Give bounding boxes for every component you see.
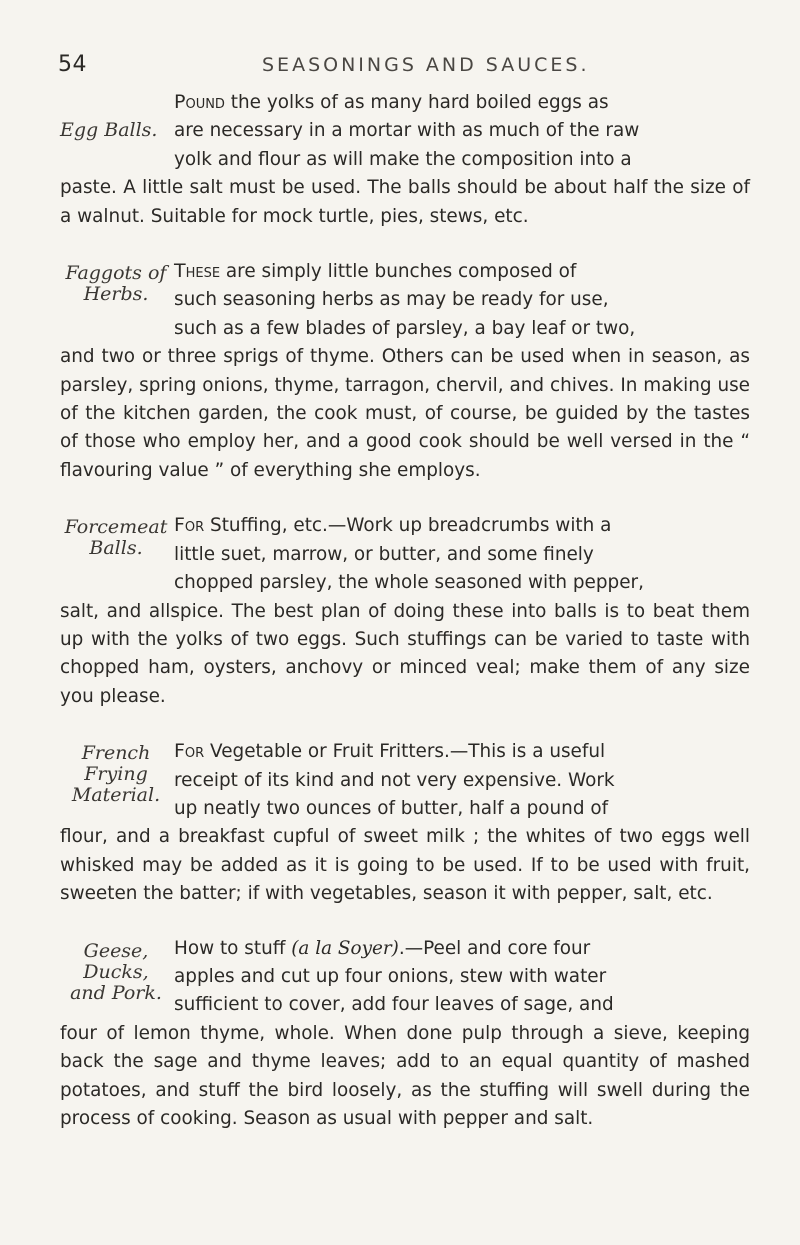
entry-faggots-of-herbs (60, 257, 750, 485)
indented-line: receipt of its kind and not very expensive. Work (174, 769, 615, 791)
side-heading (60, 517, 172, 559)
entry-body: four of lemon thyme, whole. When done pulp through a sieve, keeping back the sage and thyme leaves; add to an equal quantity of mashed potatoes, and stuff the bird loosely, as the stuffing will swell during the process of cooking. Season as usual with pepper and salt. (60, 1022, 750, 1129)
indented-line: up neatly two ounces of butter, half a pound of (174, 797, 609, 819)
indented-line: such as a few blades of parsley, a bay leaf or two, (174, 317, 636, 339)
indented-line: little suet, marrow, or butter, and some finely (174, 543, 594, 565)
entry-geese-ducks-pork (60, 935, 750, 1134)
side-heading-line: Geese, Ducks, (83, 939, 149, 983)
side-heading (60, 941, 172, 1004)
indented-line: such seasoning herbs as may be ready for use, (174, 289, 609, 311)
side-heading (60, 263, 172, 305)
running-title: SEASONINGS AND SAUCES. (262, 54, 590, 76)
entry-body: salt, and allspice. The best plan of doing these into balls is to beat them up with the yolks of two eggs. Such stuffings can be varied to taste with chopped ham, oysters, anchovy or minced veal; make them of any size you please. (60, 600, 750, 707)
indented-line: How to stuff (a la Soyer).—Peel and core four (174, 937, 591, 959)
indented-line: apples and cut up four onions, stew with water (174, 965, 607, 987)
indented-line: For Stuffing, etc.—Work up breadcrumbs with a (174, 514, 612, 537)
side-heading-line: Egg Balls. (60, 119, 158, 141)
indented-line: are necessary in a mortar with as much of the raw (174, 120, 640, 142)
entry-egg-balls (60, 88, 750, 231)
entry-body: and two or three sprigs of thyme. Others can be used when in season, as parsley, spring onions, thyme, tarragon, chervil, and chives. In making use of the kitchen garden, the cook must, of course, be guided by the tastes of those who employ her, and a good cook should be well versed in the “ flavouring value ” of everything she employs. (60, 346, 750, 481)
side-heading-line: and Pork. (70, 981, 162, 1004)
indented-line: chopped parsley, the whole seasoned with pepper, (174, 572, 644, 594)
side-heading (60, 120, 172, 141)
page-number: 54 (58, 52, 87, 77)
side-heading-line: French Frying (81, 742, 151, 786)
side-heading-line: Material. (71, 784, 161, 807)
indented-line: yolk and flour as will make the composition into a (174, 148, 632, 170)
indented-line: Pound the yolks of as many hard boiled eggs as (174, 91, 609, 113)
side-heading-line: Faggots of (65, 262, 167, 285)
entry-paragraph (60, 88, 750, 231)
indented-line: For Vegetable or Fruit Fritters.—This is a useful (174, 740, 606, 763)
side-heading-line: Herbs. (83, 283, 149, 306)
entry-body: flour, and a breakfast cupful of sweet milk ; the whites of two eggs well whisked may be added as it is going to be used. If to be used with fruit, sweeten the batter; if with vegetables, season it with pepper, salt, etc. (60, 826, 750, 905)
side-heading-line: Balls. (89, 537, 143, 560)
side-heading-line: Forcemeat (64, 516, 168, 539)
entry-french-frying-material (60, 737, 750, 908)
page-header (0, 52, 800, 82)
entry-forcemeat-balls (60, 511, 750, 711)
indented-line: These are simply little bunches composed of (174, 260, 577, 283)
italic-phrase: (a la Soyer) (291, 937, 399, 959)
side-heading (60, 743, 172, 806)
indented-line: sufficient to cover, add four leaves of sage, and (174, 994, 614, 1016)
page-body (60, 88, 750, 1133)
entry-body: paste. A little salt must be used. The balls should be about half the size of a walnut. Suitable for mock turtle, pies, stews, etc. (60, 177, 750, 227)
